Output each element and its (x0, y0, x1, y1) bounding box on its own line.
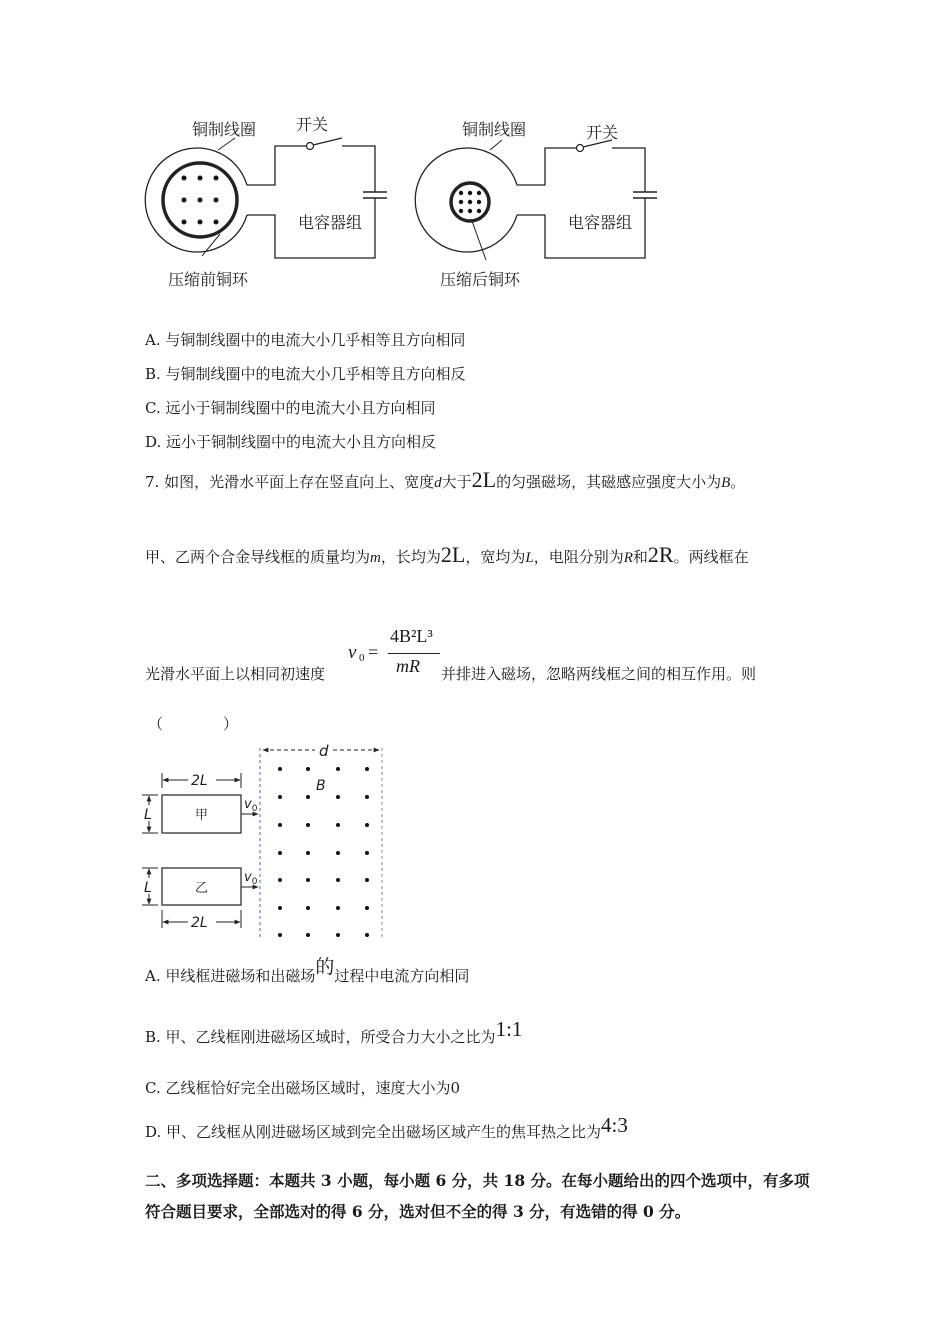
frame-yi-label: 乙 (195, 881, 209, 896)
q7-line1-period: 。 (730, 473, 746, 491)
q7-option-d-ratio: 4:3 (601, 1113, 628, 1137)
section2-line-2: 符合题目要求，全部选对的得 6 分，选对但不全的得 3 分，有选错的得 0 分。 (145, 1202, 691, 1221)
formula-v-sub: 0 (359, 652, 365, 664)
q7-option-a-de: 的 (315, 956, 335, 978)
q7-option-a (145, 956, 470, 986)
q7-d-var: d (434, 475, 442, 491)
q7-L-var: L (525, 550, 534, 566)
right-ring-label: 压缩后铜环 (440, 270, 521, 289)
q7-line2-d: ，电阻分别为 (533, 548, 624, 566)
q7-line1-a: 7. 如图，光滑水平面上存在竖直向上、宽度 (145, 473, 435, 491)
q7-line2-b: ，长均为 (380, 548, 441, 566)
left-switch-wire (342, 146, 375, 192)
q7-option-a-part2: 过程中电流方向相同 (334, 967, 470, 985)
d-label: d (319, 742, 329, 760)
coil-compression-figure (130, 110, 670, 295)
right-field-dots (459, 191, 481, 213)
q6-option-b: B. 与铜制线圈中的电流大小几乎相等且方向相反 (145, 365, 466, 383)
left-field-dots (182, 176, 219, 225)
v0-formula (348, 628, 443, 680)
left-coil-callout (218, 138, 235, 150)
left-switch-label: 开关 (296, 115, 329, 134)
q7-line2-e: 和 (632, 548, 648, 566)
v0-bottom-label: $v_0$ (244, 870, 258, 887)
bottom-width-label: 2L (191, 915, 208, 931)
q6-option-a: A. 与铜制线圈中的电流大小几乎相等且方向相同 (145, 331, 466, 349)
right-coil-outline (415, 148, 517, 252)
formula-equals: = (368, 642, 379, 662)
right-switch-contact (577, 145, 584, 152)
q7-option-b-text: B. 甲、乙线框刚进磁场区域时，所受合力大小之比为 (145, 1028, 496, 1046)
q7-2L-first: 2L (471, 467, 497, 492)
q6-option-d: D. 远小于铜制线圈中的电流大小且方向相反 (145, 433, 437, 451)
formula-v: v (348, 642, 357, 663)
v0-top-label: $v_0$ (244, 797, 258, 814)
frame-jia-label: 甲 (195, 808, 209, 823)
left-ring-label: 压缩前铜环 (168, 270, 249, 289)
q7-line1-c: 的匀强磁场，其磁感应强度大小为 (496, 473, 722, 491)
q7-line2-f: 。两线框在 (673, 548, 749, 566)
right-coil-label: 铜制线圈 (462, 120, 527, 139)
q7-option-b-ratio: 1:1 (495, 1017, 523, 1041)
answer-paren: （ ） (148, 715, 239, 733)
left-switch-contact (307, 143, 314, 150)
q7-line-3b: 并排进入磁场，忽略两线框之间的相互作用。则 (441, 665, 757, 683)
bottom-height-label: L (144, 880, 152, 896)
q7-line-2 (145, 542, 749, 568)
q7-line2-c: ，宽均为 (465, 548, 526, 566)
q7-option-c-text: C. 乙线框恰好完全出磁场区域时，速度大小为 (145, 1079, 451, 1097)
right-lead-wires (517, 148, 645, 258)
left-lead-wires (247, 146, 375, 258)
q7-line-1 (145, 467, 746, 493)
right-switch-label: 开关 (586, 123, 619, 142)
q7-R-var: R (623, 550, 633, 566)
q7-2L-second: 2L (440, 542, 466, 567)
q7-option-d-text: D. 甲、乙线框从刚进磁场区域到完全出磁场区域产生的焦耳热之比为 (145, 1123, 602, 1141)
formula-numerator: 4B²L³ (390, 626, 433, 646)
formula-denominator: mR (396, 656, 420, 676)
q7-option-b (145, 1017, 523, 1047)
q7-m-var: m (370, 550, 381, 566)
right-switch-wire (612, 148, 645, 192)
q6-option-c: C. 远小于铜制线圈中的电流大小且方向相同 (145, 399, 436, 417)
magnetic-field-figure (130, 740, 390, 945)
q7-2R: 2R (647, 542, 674, 567)
right-device (415, 140, 657, 260)
q7-line1-b: 大于 (441, 473, 472, 491)
q7-line2-a: 甲、乙两个合金导线框的质量均为 (145, 548, 371, 566)
q7-option-c (145, 1078, 460, 1098)
formula-fraction-bar (388, 653, 440, 654)
q7-option-d (145, 1113, 628, 1142)
right-capacitor-label: 电容器组 (568, 213, 633, 232)
left-coil-label: 铜制线圈 (192, 120, 257, 139)
top-height-label: L (144, 807, 152, 823)
left-capacitor-label: 电容器组 (298, 213, 363, 232)
B-label: B (316, 778, 326, 794)
q7-option-a-part1: A. 甲线框进磁场和出磁场 (145, 967, 316, 985)
left-switch-blade (313, 138, 342, 145)
right-ring-callout (472, 221, 486, 260)
right-coil-callout (490, 140, 502, 150)
left-device (145, 138, 387, 258)
q7-line-3a: 光滑水平面上以相同初速度 (145, 665, 326, 683)
q7-B-var: B (721, 475, 731, 491)
q7-option-c-value: 0 (450, 1079, 461, 1097)
section2-line-1: 二、多项选择题：本题共 3 小题，每小题 6 分，共 18 分。在每小题给出的四个选项中，有多项 (145, 1171, 810, 1190)
top-width-label: 2L (191, 773, 208, 789)
